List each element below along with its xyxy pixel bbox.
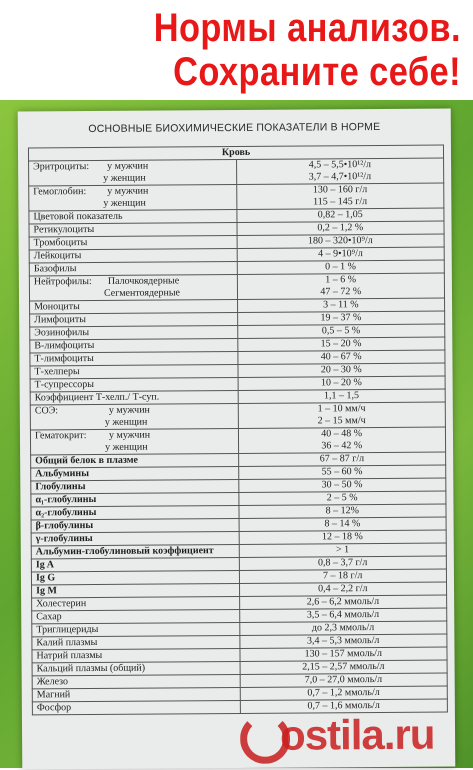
indicator-value: 0,7 – 1,2 ммоль/л [240,686,448,700]
indicator-name: Железо [32,674,240,688]
indicator-name [29,274,237,300]
indicator-sub-label: у мужчин [108,429,151,441]
indicator-value-2: 115 – 145 г/л [313,196,368,208]
watermark-text: ostila.ru [279,710,435,759]
indicator-value-1: 4,5 – 5,5•10¹²/л [308,159,372,171]
indicator-value: 15 – 20 % [237,337,445,351]
indicator-name: Лимфоциты [30,312,238,326]
indicator-value: 0,7 – 1,6 ммоль/л [240,699,448,713]
indicator-value: 180 – 320•10⁹/л [237,234,445,248]
document-sheet [18,108,456,769]
indicator-name: Калий плазмы [32,635,240,649]
indicator-name: Лейкоциты [29,248,237,262]
indicator-value: 8 – 14 % [239,517,447,531]
indicator-value-1: 1 – 10 мм/ч [317,403,366,415]
indicator-sub-label: у женщин [103,172,146,184]
indicator-name: Тромбоциты [29,235,237,249]
indicator-value-1: 130 – 160 г/л [312,184,368,196]
header-title-line2: Сохраните себе! [173,50,461,94]
indicator-label: СОЭ: [34,405,59,417]
watermark [240,709,445,762]
table-row [29,158,444,186]
indicator-name: Т-хелперы [30,364,238,378]
indicator-value [236,158,444,184]
indicator-value: 0,8 – 3,7 г/л [239,556,447,570]
indicator-name: α₁-глобулины [31,492,239,506]
indicator-name: Цветовой показатель [29,209,237,223]
indicator-value: 2,15 – 2,57 ммоль/л [240,660,448,674]
indicator-value [237,273,445,299]
indicator-value: 0,4 – 2,2 г/л [239,582,447,596]
indicator-value: 3,4 – 5,3 ммоль/л [239,634,447,648]
indicator-value: 40 – 67 % [237,350,445,364]
indicator-name [29,184,237,210]
indicator-sub-label: у женщин [105,441,148,453]
header-banner [0,0,473,100]
indicator-value [238,427,446,453]
indicator-value-1: 40 – 48 % [321,428,363,440]
indicator-name: Общий белок в плазме [31,453,239,467]
indicator-name [30,428,238,454]
indicator-value: 2,6 – 6,2 ммоль/л [239,595,447,609]
indicator-value-2: 36 – 42 % [321,440,363,452]
indicator-value: 130 – 157 ммоль/л [239,647,447,661]
table-row [29,273,444,301]
indicator-label: Нейтрофилы: [33,276,92,288]
indicator-value: 8 – 12% [238,504,446,518]
indicator-sub-label: у женщин [104,416,148,428]
table-row [29,183,444,211]
indicator-sub-label: у мужчин [107,160,149,172]
indicator-value: > 1 [239,543,447,557]
indicator-value: 3,5 – 6,4 ммоль/л [239,608,447,622]
indicator-sub-label: у мужчин [108,404,150,416]
indicator-value: 4 – 9•10⁹/л [237,247,445,261]
indicator-value: 10 – 20 % [238,376,446,390]
indicator-name: Фосфор [32,700,240,714]
indicator-label: Гемоглобин: [33,186,87,198]
indicator-sub-label: Палочкоядерные [107,275,180,287]
indicator-value: 67 – 87 г/л [238,452,446,466]
indicator-sub-label: у женщин [103,197,146,209]
indicator-name: γ-глобулины [31,531,239,545]
indicator-value: 1,1 – 1,5 [238,389,446,403]
section-title: Кровь [28,145,443,161]
indicator-value: 0,2 – 1,2 % [236,221,444,235]
indicator-value: 12 – 18 % [239,530,447,544]
indicator-value-2: 2 – 15 мм/ч [317,415,366,427]
indicator-sub-label: Сегментоядерные [103,287,181,299]
indicator-value: до 2,3 ммоль/л [239,621,447,635]
indicator-value: 0 – 1 % [237,260,445,274]
indicator-name: Триглицериды [32,622,240,636]
indicator-name: Глобулины [31,479,239,493]
indicator-value: 55 – 60 % [238,465,446,479]
indicator-name [30,403,238,429]
indicator-name: Базофилы [29,261,237,275]
indicator-name: Т-супрессоры [30,377,238,391]
indicator-value: 7 – 18 г/л [239,569,447,583]
indicator-label: Эритроциты: [33,161,90,173]
indicator-name: Моноциты [30,299,238,313]
indicator-name: Альбумин-глобулиновый коэффициент [31,544,239,558]
indicator-name: Ig A [31,557,239,571]
header-title-line1: Нормы анализов. [153,6,461,50]
indicator-sub-label: у мужчин [107,185,149,197]
indicator-name: Т-лимфоциты [30,351,238,365]
indicator-value: 19 – 37 % [237,311,445,325]
indicator-value: 0,5 – 5 % [237,324,445,338]
document-title: ОСНОВНЫЕ БИОХИМИЧЕСКИЕ ПОКАЗАТЕЛИ В НОРМЕ [88,120,381,136]
indicator-name: α₂-глобулины [31,505,239,519]
indicator-value-2: 3,7 – 4,7•10¹²/л [308,171,372,183]
indicator-value-1: 1 – 6 % [325,274,357,286]
indicator-value: 30 – 50 % [238,478,446,492]
indicator-name: Ig G [31,570,239,584]
indicator-name: В-лимфоциты [30,338,238,352]
indicator-label: Гематокрит: [34,430,87,442]
table-row [30,427,445,455]
table-row [30,402,445,430]
indicator-name: Магний [32,687,240,701]
indicator-name: Ретикулоциты [29,222,237,236]
indicator-name: Коэффициент Т-хелп./ Т-суп. [30,390,238,404]
indicator-value: 7,0 – 27,0 ммоль/л [240,673,448,687]
indicator-value: 3 – 11 % [237,298,445,312]
indicator-value: 2 – 5 % [238,491,446,505]
indicator-name: Кальций плазмы (общий) [32,661,240,675]
indicator-value [238,402,446,428]
indicator-value: 0,82 – 1,05 [236,208,444,222]
norms-table [28,145,448,716]
indicator-value-2: 47 – 72 % [320,286,362,298]
indicator-value [236,183,444,209]
indicator-name [29,159,237,185]
indicator-name: Ig M [32,583,240,597]
indicator-name: Альбумины [31,466,239,480]
indicator-name: Сахар [32,609,240,623]
indicator-name: Холестерин [32,596,240,610]
indicator-name: Натрий плазмы [32,648,240,662]
indicator-name: β-глобулины [31,518,239,532]
indicator-value: 20 – 30 % [237,363,445,377]
indicator-name: Эозинофилы [30,325,238,339]
